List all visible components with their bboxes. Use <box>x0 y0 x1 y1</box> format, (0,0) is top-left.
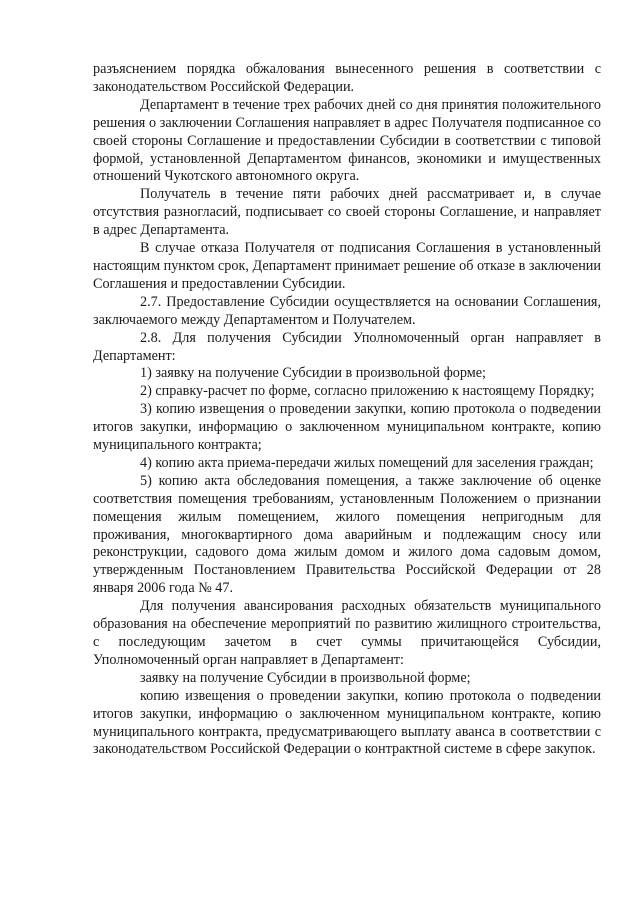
advance-item-application: заявку на получение Субсидии в произвольной форме; <box>140 669 471 686</box>
paragraph-2-7: 2.7. Предоставление Субсидии осуществляется на основании Соглашения, заключаемого между Департаментом и Получателем. <box>93 293 601 328</box>
paragraph-2-8: 2.8. Для получения Субсидии Уполномоченный орган направляет в Департамент: <box>93 329 601 364</box>
list-item-3: 3) копию извещения о проведении закупки, копию протокола о подведении итогов закупки, информацию о заключенном муниципальном контракте, копию муниципального контракта; <box>93 401 601 454</box>
list-item-4: 4) копию акта приема-передачи жилых помещений для заселения граждан; <box>140 454 594 471</box>
document-body <box>93 61 601 759</box>
list-item-2: 2) справку-расчет по форме, согласно приложению к настоящему Порядку; <box>140 383 595 400</box>
paragraph-department-agreement: Департамент в течение трех рабочих дней со дня принятия положительного решения о заключении Соглашения направляет в адрес Получателя подписанное со своей стороны Соглашение и предоставлении Субсидии в соответствии с типовой формой, установленной Департаментом финансов, экономики и имущественных отношений Чукотского автономного округа. <box>93 96 601 185</box>
paragraph-recipient-review: Получатель в течение пяти рабочих дней рассматривает и, в случае отсутствия разногласий, подписывает со своей стороны Соглашение, и направляет в адрес Департамента. <box>93 186 601 239</box>
list-item-1: 1) заявку на получение Субсидии в произвольной форме; <box>140 365 486 382</box>
paragraph-refusal: В случае отказа Получателя от подписания Соглашения в установленный настоящим пунктом срок, Департамент принимает решение об отказе в заключении Соглашения и предоставлении Субсидии. <box>93 240 601 292</box>
paragraph-advance: Для получения авансирования расходных обязательств муниципального образования на обеспечение мероприятий по развитию жилищного строительства, с последующим зачетом в счет суммы причитающейся Субсидии, Уполномоченный орган направляет в Департамент: <box>93 598 601 668</box>
list-item-5: 5) копию акта обследования помещения, а также заключение об оценке соответствия помещения требованиям, установленным Положением о признании помещения жилым помещением, жилого помещения непригодным для проживания, многоквартирного дома аварийным и подлежащим сносу или реконструкции, садового дома жилым домом и жилого дома садовым домом, утвержденным Постановлением Правительства Российской Федерации от 28 января 2006 года № 47. <box>93 472 601 597</box>
paragraph-continuation: разъяснением порядка обжалования вынесенного решения в соответствии с законодательством Российской Федерации. <box>93 61 601 95</box>
advance-item-documents: копию извещения о проведении закупки, копию протокола о подведении итогов закупки, информацию о заключенном муниципальном контракте, копию муниципального контракта, предусматривающего выплату аванса в соответствии с законодательством Российской Федерации о контрактной системе в сфере закупок. <box>93 687 601 758</box>
